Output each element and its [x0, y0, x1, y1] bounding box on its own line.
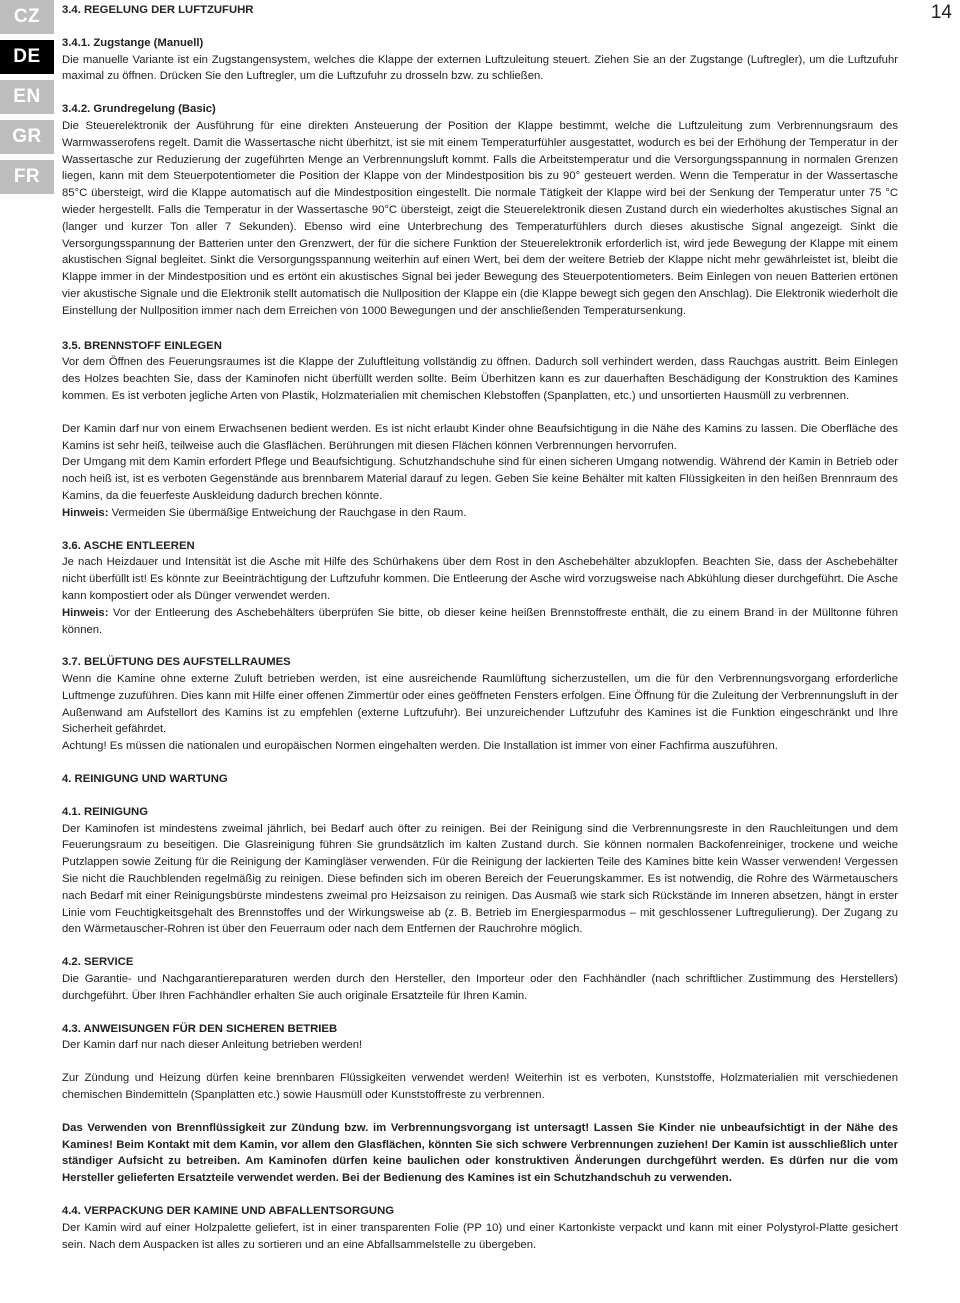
language-tab-fr[interactable]: FR: [0, 160, 54, 194]
section-heading-3-7: 3.7. BELÜFTUNG DES AUFSTELLRAUMES: [62, 656, 291, 669]
paragraph-3-7-1: Wenn die Kamine ohne externe Zuluft betrieben werden, ist eine ausreichende Raumlüftung sicherzustellen, um die für den Verbrennungsvorgang erforderliche Luftmenge zuzuführen. Dies kann mit Hilfe einer offenen Zimmertür oder eines geöffneten Fensters erfolgen. Eine Öffnung für die Zuleitung der Verbrennungsluft in der Außenwand am Aufstellort des Kamins ist zu empfehlen (externe Luftzufuhr). Bei unzureichender Luftzufuhr des Kamines ist die Funktion eingeschränkt und Ihre Sicherheit gefährdet.: [62, 673, 898, 736]
section-heading-4-4: 4.4. VERPACKUNG DER KAMINE UND ABFALLENTSORGUNG: [62, 1205, 395, 1218]
paragraph-4-3-2: Zur Zündung und Heizung dürfen keine brennbaren Flüssigkeiten verwendet werden! Weiterhin ist es verboten, Kunststoffe, Holzmaterialien mit verschiedenen chemischen Bindemitteln (Spanplatten etc.) sowie Hausmüll oder Kunststoffreste zu verbrennen.: [62, 1072, 898, 1102]
page-number: 14: [930, 2, 952, 23]
hint-label: Hinweis:: [62, 506, 109, 519]
paragraph-3-7-2: Achtung! Es müssen die nationalen und europäischen Normen eingehalten werden. Die Installation ist immer von einer Fachfirma auszuführen.: [62, 740, 778, 753]
paragraph-3-6: Je nach Heizdauer und Intensität ist die Asche mit Hilfe des Schürhakens über dem Rost in den Aschebehälter abzuklopfen. Beachten Sie, dass der Aschebehälter nicht überfüllt ist! Es könnte zur Beeinträchtigung der Luftzufuhr kommen. Die Entleerung der Asche wird vorzugsweise nach Abkühlung dieser durchgeführt. Die Asche kann kompostiert oder als Dünger verwendet werden.: [62, 556, 898, 602]
section-heading-4-2: 4.2. SERVICE: [62, 956, 134, 969]
subsection-heading-3-4-1: 3.4.1. Zugstange (Manuell): [62, 36, 204, 49]
paragraph-4-4: Der Kamin wird auf einer Holzpalette geliefert, ist in einer transparenten Folie (PP 10) und einer Kartonkiste verpackt und kann mit einer Polystyrol-Platte gesichert sein. Nach dem Auspacken ist alles zu sortieren und an eine Abfallsammelstelle zu übergeben.: [62, 1221, 898, 1251]
hint-text: Vor der Entleerung des Aschebehälters überprüfen Sie bitte, ob dieser keine heißen Brennstoffreste enthält, die zu einem Brand in der Mülltonne führen können.: [62, 606, 898, 636]
paragraph-3-4-2: Die Steuerelektronik der Ausführung für eine direkten Ansteuerung der Position der Klappe bestimmt, welche die Luftzuleitung zum Verbrennungsraum des Warmwasserofens regelt. Damit die Wassertasche nicht überhitzt, ist sie mit einem Temperaturfühler ausgestattet, wodurch es bei der Erhöhung der Temperatur in der Wassertasche zur Reduzierung der zugeführten Menge an Verbrennungsluft kommt. Falls die Arbeitstemperatur und die Versorgungsspannung in normalen Grenzen liegen, kann mit dem Steuerpotentiometer die Position der Klappe von der Mindestposition bis zu 90° gesteuert werden. Wenn die Temperatur in der Wassertasche 85°C übersteigt, wird die Klappe automatisch auf die Mindestposition eingestellt. Die normale Tätigkeit der Klappe wird bei der Senkung der Temperatur unter 75 °C wieder hergestellt. Falls die Temperatur in der Wassertasche 90°C übersteigt, zeigt die Steuerelektronik diesen Zustand durch ein wiederholtes akustisches Signal an (langer und kurzer Ton aller 7 Sekunden). Ebenso wird eine Unterbrechung des Temperaturfühlers durch dieses akustische Signal angezeigt. Sinkt die Versorgungsspannung der Batterien unter den Grenzwert, der für die sichere Funktion der Steuerelektronik erforderlich ist, wird jede Bewegung der Klappe mit einem akustischen Signal begleitet. Sinkt die Versorgungsspannung weiterhin auf einen Wert, bei dem der weitere Betrieb der Klappe nicht mehr gewährleistet ist, bleibt die Klappe immer in der Mindestposition und es ertönt ein akustisches Signal bei jeder Bewegung des Steuerpotentiometers. Beim Einlegen von neuen Batterien ertönen vier akustische Signale und die Elektronik stellt automatisch die Nullposition der Klappe ein (die Klappe bewegt sich gegen den Anschlag). Die Elektronik wiederholt die Einstellung der Nullposition immer nach dem Erreichen von 1000 Bewegungen und der anschließenden Temperatursenkung.: [62, 119, 898, 317]
section-heading-4: 4. REINIGUNG UND WARTUNG: [62, 773, 228, 786]
section-heading-3-4: 3.4. REGELUNG DER LUFTZUFUHR: [62, 4, 254, 16]
language-tab-de[interactable]: DE: [0, 40, 54, 74]
paragraph-3-5-2: Der Kamin darf nur von einem Erwachsenen bedient werden. Es ist nicht erlaubt Kinder ohne Beaufsichtigung in die Nähe des Kamins zu lassen. Die Oberfläche des Kamins ist sehr heiß, teilweise auch die Glasflächen. Berührungen mit diesen Flächen können Verbrennungen hervorrufen.: [62, 422, 898, 452]
paragraph-4-3-1: Der Kamin darf nur nach dieser Anleitung betrieben werden!: [62, 1039, 363, 1052]
hint-text: Vermeiden Sie übermäßige Entweichung der Rauchgase in den Raum.: [108, 506, 467, 519]
paragraph-3-5-1: Vor dem Öffnen des Feuerungsraumes ist die Klappe der Zuluftleitung vollständig zu öffnen. Dadurch soll verhindert werden, dass Rauchgas austritt. Beim Einlegen des Holzes beachten Sie, dass der Kaminofen nicht überfüllt werden sollte. Beim Überhitzen kann es zur dauerhaften Beschädigung der Konstruktion des Kamines kommen. Es ist verboten jegliche Arten von Plastik, Holzmaterialien mit chemischen Klebstoffen (Spanplatten, etc.) und unsortierten Hausmüll zu verbrennen.: [62, 356, 898, 402]
language-sidebar: [0, 0, 54, 200]
paragraph-4-2: Die Garantie- und Nachgarantiereparaturen werden durch den Hersteller, den Importeur oder den Fachhändler (nach schriftlicher Zustimmung des Herstellers) durchgeführt. Über Ihren Fachhändler erhalten Sie auch originale Ersatzteile für Ihren Kamin.: [62, 973, 898, 1002]
section-heading-3-5: 3.5. BRENNSTOFF EINLEGEN: [62, 339, 222, 352]
paragraph-3-5-3: Der Umgang mit dem Kamin erfordert Pflege und Beaufsichtigung. Schutzhandschuhe sind für einen sicheren Umgang notwendig. Während der Kamin in Betrieb oder noch heiß ist, ist es verboten Gegenstände aus brennbarem Material darauf zu legen. Geben Sie keine Behälter mit kalten Flüssigkeiten in den heißen Brennraum des Kamins, da die feuerfeste Auskleidung dadurch brechen könnte.: [62, 456, 898, 502]
paragraph-4-1: Der Kaminofen ist mindestens zweimal jährlich, bei Bedarf auch öfter zu reinigen. Bei der Reinigung sind die Verbrennungsreste in den Rauchleitungen und dem Feuerungsraum zu beseitigen. Die Glasreinigung führen Sie grundsätzlich im kalten Zustand durch. Sie können normalen Backofenreiniger, trockene und weiche Putzlappen sowie Zeitung für die Reinigung der Kamingläser verwenden. Für die Reinigung der lackierten Teile des Kamines bitte kein Wasser verwenden! Vergessen Sie nicht die Rauchblenden regelmäßig zu reinigen. Diese befinden sich im oberen Bereich der Feuerungskammer. Es ist notwendig, die Rohre des Wärmetauschers nach Bedarf mit einer Reinigungsbürste mindestens zweimal pro Heizsaison zu reinigen. Das Ausmaß wie stark sich Rückstände im Inneren absetzen, hängt in erster Linie vom Feuchtigkeitsgehalt des Brennstoffes und der Wirkungsweise ab (z. B. Betrieb im Energiesparmodus – mit geschlossener Luftregulierung). Der Zugang zu den Wärmetauscher-Rohren ist über den Feuerraum oder nach dem Entfernen der Rauchrohre möglich.: [62, 822, 898, 936]
section-heading-4-1: 4.1. REINIGUNG: [62, 805, 149, 818]
language-tab-cz[interactable]: CZ: [0, 0, 54, 34]
paragraph-3-4-1: Die manuelle Variante ist ein Zugstangensystem, welches die Klappe der externen Luftzuleitung steuert. Ziehen Sie an der Zugstange (Luftregler), um die Luftzufuhr maximal zu öffnen. Drücken Sie den Luftregler, um die Luftzufuhr zu drosseln bzw. zu schließen.: [62, 53, 898, 83]
hint-3-5: [62, 505, 898, 522]
document-body: [62, 2, 898, 1253]
section-heading-4-3: 4.3. ANWEISUNGEN FÜR DEN SICHEREN BETRIEB: [62, 1022, 338, 1035]
language-tab-en[interactable]: EN: [0, 80, 54, 114]
hint-label: Hinweis:: [62, 606, 109, 619]
hint-3-6: [62, 605, 898, 639]
language-tab-gr[interactable]: GR: [0, 120, 54, 154]
subsection-heading-3-4-2: 3.4.2. Grundregelung (Basic): [62, 103, 216, 116]
section-heading-3-6: 3.6. ASCHE ENTLEEREN: [62, 539, 195, 552]
warning-paragraph-4-3: Das Verwenden von Brennflüssigkeit zur Zündung bzw. im Verbrennungsvorgang ist untersagt! Lassen Sie Kinder nie unbeaufsichtigt in der Nähe des Kamines! Beim Kontakt mit dem Kamin, vor allem den Glasflächen, könnten Sie sich schwere Verbrennungen zuziehen! Der Kamin ist ausschließlich unter ständiger Aufsicht zu betreiben. Am Kaminofen dürfen keine baulichen oder konstruktiven Änderungen durchgeführt werden. Es dürfen nur die vom Hersteller gelieferten Ersatzteile verwendet werden. Bei der Bedienung des Kamines ist ein Schutzhandschuh zu verwenden.: [62, 1121, 898, 1185]
